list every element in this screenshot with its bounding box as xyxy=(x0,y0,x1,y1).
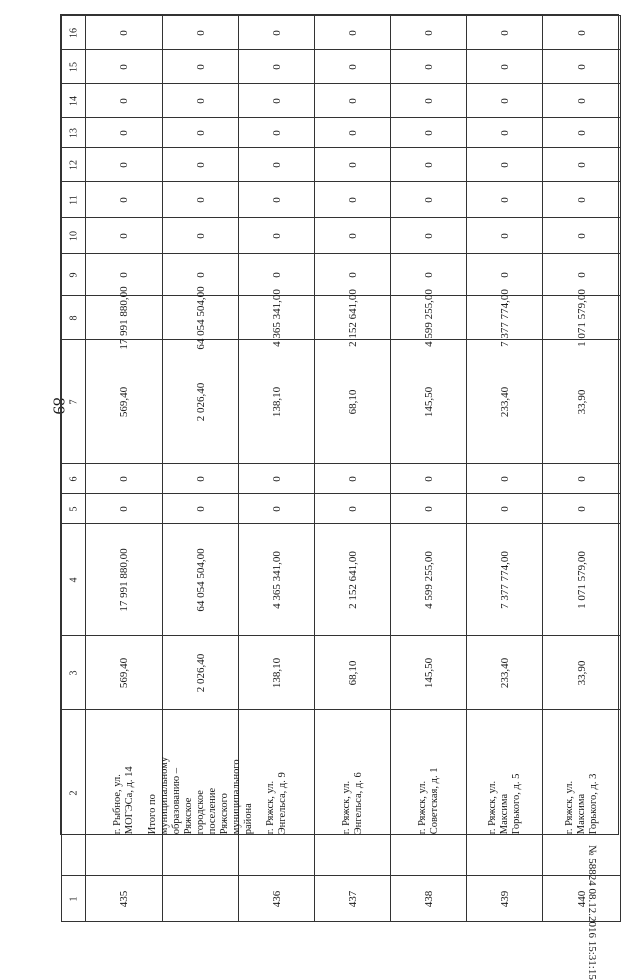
table-cell xyxy=(86,182,163,218)
cell-value: 0 xyxy=(118,129,130,136)
column-header-1 xyxy=(62,876,86,922)
column-13-row xyxy=(62,118,621,148)
cell-value: 0 xyxy=(422,196,435,203)
table-cell xyxy=(315,494,391,524)
data-table xyxy=(60,14,619,907)
cell-value: 0 xyxy=(422,271,435,278)
cell-value: 0 xyxy=(270,196,283,203)
table-cell xyxy=(239,464,315,494)
cell-value: 0 xyxy=(498,196,511,203)
cell-value: 0 xyxy=(194,29,207,36)
table-cell xyxy=(543,636,621,710)
cell-value: 0 xyxy=(346,505,359,512)
table-cell xyxy=(315,340,391,464)
cell-value: 4 599 255,00 xyxy=(422,550,435,609)
cell-value: 2 026,40 xyxy=(194,382,207,421)
cell-value: 0 xyxy=(270,29,283,36)
column-4-row xyxy=(62,524,621,636)
table-cell xyxy=(163,84,239,118)
table-cell xyxy=(239,218,315,254)
cell-value: 0 xyxy=(422,161,435,168)
table-cell xyxy=(467,636,543,710)
table-cell xyxy=(315,118,391,148)
column-header-label: 5 xyxy=(68,506,79,511)
table-cell xyxy=(543,148,621,182)
table-cell xyxy=(86,340,163,464)
cell-value: 0 xyxy=(194,505,207,512)
cell-value: 0 xyxy=(422,63,435,70)
column-header-label: 16 xyxy=(68,27,79,38)
cell-value: 0 xyxy=(498,29,511,36)
table-cell xyxy=(86,16,163,50)
table-cell xyxy=(391,16,467,50)
cell-value: 0 xyxy=(498,129,511,136)
table-cell xyxy=(315,182,391,218)
table-cell xyxy=(146,710,254,876)
column-10-row xyxy=(62,218,621,254)
cell-value: 0 xyxy=(422,232,435,239)
column-header-4 xyxy=(62,524,86,636)
row-number: 440 xyxy=(575,890,588,907)
page-number: 89 xyxy=(49,397,69,415)
table-cell xyxy=(86,218,163,254)
column-9-row xyxy=(62,254,621,296)
cell-value: 0 xyxy=(346,475,359,482)
column-header-6 xyxy=(62,464,86,494)
cell-value: 0 xyxy=(194,475,207,482)
column-15-row xyxy=(62,50,621,84)
row-number: 435 xyxy=(118,890,130,907)
table-cell xyxy=(391,636,467,710)
table-cell xyxy=(163,50,239,84)
table-cell xyxy=(315,636,391,710)
table-cell xyxy=(543,524,621,636)
cell-value: 0 xyxy=(194,161,207,168)
table-grid xyxy=(61,15,621,922)
cell-value: 0 xyxy=(118,271,130,278)
table-cell xyxy=(391,494,467,524)
column-11-row xyxy=(62,182,621,218)
column-header-8 xyxy=(62,296,86,340)
column-5-row xyxy=(62,494,621,524)
column-header-3 xyxy=(62,636,86,710)
registration-stamp: № 58824 08.12.2016 15:31:15 xyxy=(586,845,598,980)
table-cell xyxy=(239,636,315,710)
table-cell xyxy=(163,118,239,148)
cell-value: 64 054 504,00 xyxy=(194,285,207,350)
column-14-row xyxy=(62,84,621,118)
column-16-row xyxy=(62,16,621,50)
cell-value: 0 xyxy=(575,232,588,239)
table-cell xyxy=(467,524,543,636)
cell-value: 0 xyxy=(422,29,435,36)
cell-value: 33,90 xyxy=(575,389,588,414)
table-cell xyxy=(391,218,467,254)
cell-value: 0 xyxy=(575,271,588,278)
cell-value: 145,50 xyxy=(422,386,435,417)
table-cell xyxy=(163,285,239,350)
cell-value: 1 071 579,00 xyxy=(575,288,588,347)
table-cell xyxy=(543,710,621,876)
column-header-label: 11 xyxy=(68,194,79,205)
cell-value: 0 xyxy=(270,232,283,239)
table-cell xyxy=(239,50,315,84)
table-cell xyxy=(315,524,391,636)
table-cell xyxy=(467,876,543,922)
table-cell xyxy=(163,16,239,50)
address-text: г. Ряжск, ул. Советская, д. 1 xyxy=(416,767,440,834)
table-cell xyxy=(239,494,315,524)
cell-value: 0 xyxy=(118,29,130,36)
cell-value: 0 xyxy=(422,97,435,104)
cell-value: 0 xyxy=(575,63,588,70)
cell-value: 33,90 xyxy=(575,660,588,685)
table-cell xyxy=(543,182,621,218)
table-cell xyxy=(239,876,315,922)
column-header-13 xyxy=(62,118,86,148)
cell-value: 0 xyxy=(498,161,511,168)
row-number: 438 xyxy=(422,890,435,907)
table-cell xyxy=(315,876,391,922)
table-cell xyxy=(467,464,543,494)
cell-value: 569,40 xyxy=(118,657,130,688)
table-cell xyxy=(543,50,621,84)
cell-value: 0 xyxy=(346,161,359,168)
column-12-row xyxy=(62,148,621,182)
table-cell xyxy=(467,182,543,218)
cell-value: 0 xyxy=(498,232,511,239)
column-header-label: 13 xyxy=(68,127,79,138)
column-7-row xyxy=(62,340,621,464)
cell-value: 2 152 641,00 xyxy=(346,550,359,609)
cell-value: 4 365 341,00 xyxy=(270,550,283,609)
table-cell xyxy=(315,50,391,84)
table-cell xyxy=(86,148,163,182)
cell-value: 0 xyxy=(270,475,283,482)
table-cell xyxy=(86,118,163,148)
cell-value: 0 xyxy=(346,129,359,136)
table-cell xyxy=(163,876,239,922)
address-text: г. Рыбное, ул. МОГЭСа, д. 14 xyxy=(112,765,135,834)
cell-value: 0 xyxy=(270,97,283,104)
cell-value: 0 xyxy=(346,232,359,239)
table-cell xyxy=(467,16,543,50)
table-cell xyxy=(163,218,239,254)
cell-value: 0 xyxy=(498,475,511,482)
table-cell xyxy=(163,494,239,524)
cell-value: 17 991 880,00 xyxy=(118,285,130,350)
cell-value: 0 xyxy=(118,161,130,168)
table-cell xyxy=(239,288,315,347)
cell-value: 0 xyxy=(194,63,207,70)
cell-value: 138,10 xyxy=(270,386,283,417)
cell-value: 0 xyxy=(498,63,511,70)
cell-value: 0 xyxy=(270,129,283,136)
table-cell xyxy=(391,464,467,494)
table-cell xyxy=(315,16,391,50)
table-cell xyxy=(543,218,621,254)
cell-value: 0 xyxy=(270,63,283,70)
table-cell xyxy=(467,118,543,148)
table-cell xyxy=(239,182,315,218)
column-header-label: 4 xyxy=(68,577,79,582)
cell-value: 0 xyxy=(194,196,207,203)
column-1-row xyxy=(62,876,621,922)
cell-value: 68,10 xyxy=(346,660,359,685)
address-text: г. Ряжск, ул. Энгельса, д. 9 xyxy=(264,771,288,834)
table-cell xyxy=(86,84,163,118)
row-number: 436 xyxy=(270,890,283,907)
cell-value: 0 xyxy=(194,97,207,104)
table-cell xyxy=(391,50,467,84)
cell-value: 0 xyxy=(118,196,130,203)
cell-value: 0 xyxy=(270,271,283,278)
cell-value: 0 xyxy=(575,129,588,136)
table-cell xyxy=(86,494,163,524)
cell-value: 0 xyxy=(575,161,588,168)
cell-value: 0 xyxy=(118,63,130,70)
table-cell xyxy=(467,50,543,84)
column-header-label: 8 xyxy=(68,315,79,320)
table-cell xyxy=(86,464,163,494)
table-cell xyxy=(543,494,621,524)
cell-value: 0 xyxy=(270,161,283,168)
table-cell xyxy=(543,16,621,50)
cell-value: 7 377 774,00 xyxy=(498,550,511,609)
cell-value: 233,40 xyxy=(498,386,511,417)
table-cell xyxy=(391,84,467,118)
cell-value: 138,10 xyxy=(270,657,283,688)
column-header-label: 7 xyxy=(68,399,79,404)
table-cell xyxy=(163,182,239,218)
table-cell xyxy=(391,148,467,182)
table-cell xyxy=(391,182,467,218)
column-3-row xyxy=(62,636,621,710)
table-cell xyxy=(391,118,467,148)
address-text: г. Ряжск, ул. Энгельса, д. 6 xyxy=(340,771,364,834)
cell-value: 2 026,40 xyxy=(194,653,207,692)
cell-value: 0 xyxy=(575,29,588,36)
column-header-9 xyxy=(62,254,86,296)
table-cell xyxy=(543,464,621,494)
row-number: 437 xyxy=(346,890,359,907)
table-cell xyxy=(163,340,239,464)
column-header-label: 2 xyxy=(68,790,79,795)
address-text: г. Ряжск, ул. Максима Горького, д. 5 xyxy=(486,773,522,834)
table-cell xyxy=(391,524,467,636)
table-cell xyxy=(391,288,467,347)
table-cell xyxy=(467,84,543,118)
table-cell xyxy=(163,636,239,710)
cell-value: 0 xyxy=(194,271,207,278)
cell-value: 0 xyxy=(575,475,588,482)
cell-value: 0 xyxy=(118,505,130,512)
column-header-12 xyxy=(62,148,86,182)
cell-value: 0 xyxy=(194,129,207,136)
cell-value: 0 xyxy=(346,29,359,36)
cell-value: 0 xyxy=(498,271,511,278)
cell-value: 64 054 504,00 xyxy=(194,547,207,612)
table-cell xyxy=(163,524,239,636)
table-cell xyxy=(239,84,315,118)
cell-value: 0 xyxy=(118,475,130,482)
cell-value: 0 xyxy=(194,232,207,239)
table-cell xyxy=(239,710,315,876)
cell-value: 0 xyxy=(498,97,511,104)
cell-value: 569,40 xyxy=(118,386,130,417)
table-cell xyxy=(86,524,163,636)
table-cell xyxy=(315,710,391,876)
column-header-label: 10 xyxy=(68,230,79,241)
column-2-row xyxy=(62,710,621,876)
table-cell xyxy=(239,118,315,148)
table-cell xyxy=(543,340,621,464)
table-cell xyxy=(467,148,543,182)
cell-value: 2 152 641,00 xyxy=(346,288,359,347)
column-header-label: 15 xyxy=(68,61,79,72)
column-header-7 xyxy=(62,340,86,464)
table-cell xyxy=(543,84,621,118)
column-header-10 xyxy=(62,218,86,254)
table-cell xyxy=(163,148,239,182)
table-cell xyxy=(391,876,467,922)
cell-value: 0 xyxy=(346,271,359,278)
table-cell xyxy=(467,218,543,254)
cell-value: 0 xyxy=(346,196,359,203)
column-header-label: 12 xyxy=(68,159,79,170)
column-header-5 xyxy=(62,494,86,524)
cell-value: 7 377 774,00 xyxy=(498,288,511,347)
column-header-14 xyxy=(62,84,86,118)
table-cell xyxy=(467,710,543,876)
column-6-row xyxy=(62,464,621,494)
cell-value: 0 xyxy=(575,97,588,104)
column-8-row xyxy=(62,296,621,340)
table-cell xyxy=(239,340,315,464)
table-cell xyxy=(239,524,315,636)
cell-value: 0 xyxy=(346,63,359,70)
table-cell xyxy=(86,50,163,84)
column-header-15 xyxy=(62,50,86,84)
table-cell xyxy=(315,84,391,118)
table-cell xyxy=(315,218,391,254)
table-cell xyxy=(86,636,163,710)
table-cell xyxy=(543,118,621,148)
column-header-label: 6 xyxy=(68,476,79,481)
table-cell xyxy=(315,288,391,347)
row-number: 439 xyxy=(498,890,511,907)
table-cell xyxy=(467,340,543,464)
column-header-16 xyxy=(62,16,86,50)
cell-value: 0 xyxy=(118,232,130,239)
cell-value: 4 365 341,00 xyxy=(270,288,283,347)
table-cell xyxy=(239,148,315,182)
table-cell xyxy=(543,876,621,922)
table-cell xyxy=(543,288,621,347)
cell-value: 68,10 xyxy=(346,389,359,414)
cell-value: 1 071 579,00 xyxy=(575,550,588,609)
cell-value: 0 xyxy=(422,475,435,482)
table-cell xyxy=(391,710,467,876)
table-cell xyxy=(239,16,315,50)
table-cell xyxy=(86,285,163,350)
table-cell xyxy=(391,340,467,464)
table-cell xyxy=(467,288,543,347)
table-cell xyxy=(315,464,391,494)
table-cell xyxy=(86,876,163,922)
cell-value: 233,40 xyxy=(498,657,511,688)
table-cell xyxy=(467,494,543,524)
address-text: Итого по муниципальному образованию – Ряжское городское поселение Ряжского муниципального района xyxy=(146,756,254,834)
column-header-label: 1 xyxy=(68,896,79,901)
cell-value: 0 xyxy=(575,196,588,203)
cell-value: 17 991 880,00 xyxy=(118,547,130,612)
cell-value: 0 xyxy=(346,97,359,104)
column-header-2 xyxy=(62,710,86,876)
cell-value: 4 599 255,00 xyxy=(422,288,435,347)
cell-value: 0 xyxy=(118,97,130,104)
cell-value: 0 xyxy=(270,505,283,512)
column-header-label: 3 xyxy=(68,670,79,675)
table-cell xyxy=(163,464,239,494)
column-header-label: 9 xyxy=(68,272,79,277)
cell-value: 0 xyxy=(422,505,435,512)
cell-value: 0 xyxy=(498,505,511,512)
cell-value: 0 xyxy=(422,129,435,136)
cell-value: 145,50 xyxy=(422,657,435,688)
column-header-11 xyxy=(62,182,86,218)
column-header-label: 14 xyxy=(68,95,79,106)
address-text: г. Ряжск, ул. Максима Горького, д. 3 xyxy=(563,773,599,834)
table-cell xyxy=(315,148,391,182)
cell-value: 0 xyxy=(575,505,588,512)
